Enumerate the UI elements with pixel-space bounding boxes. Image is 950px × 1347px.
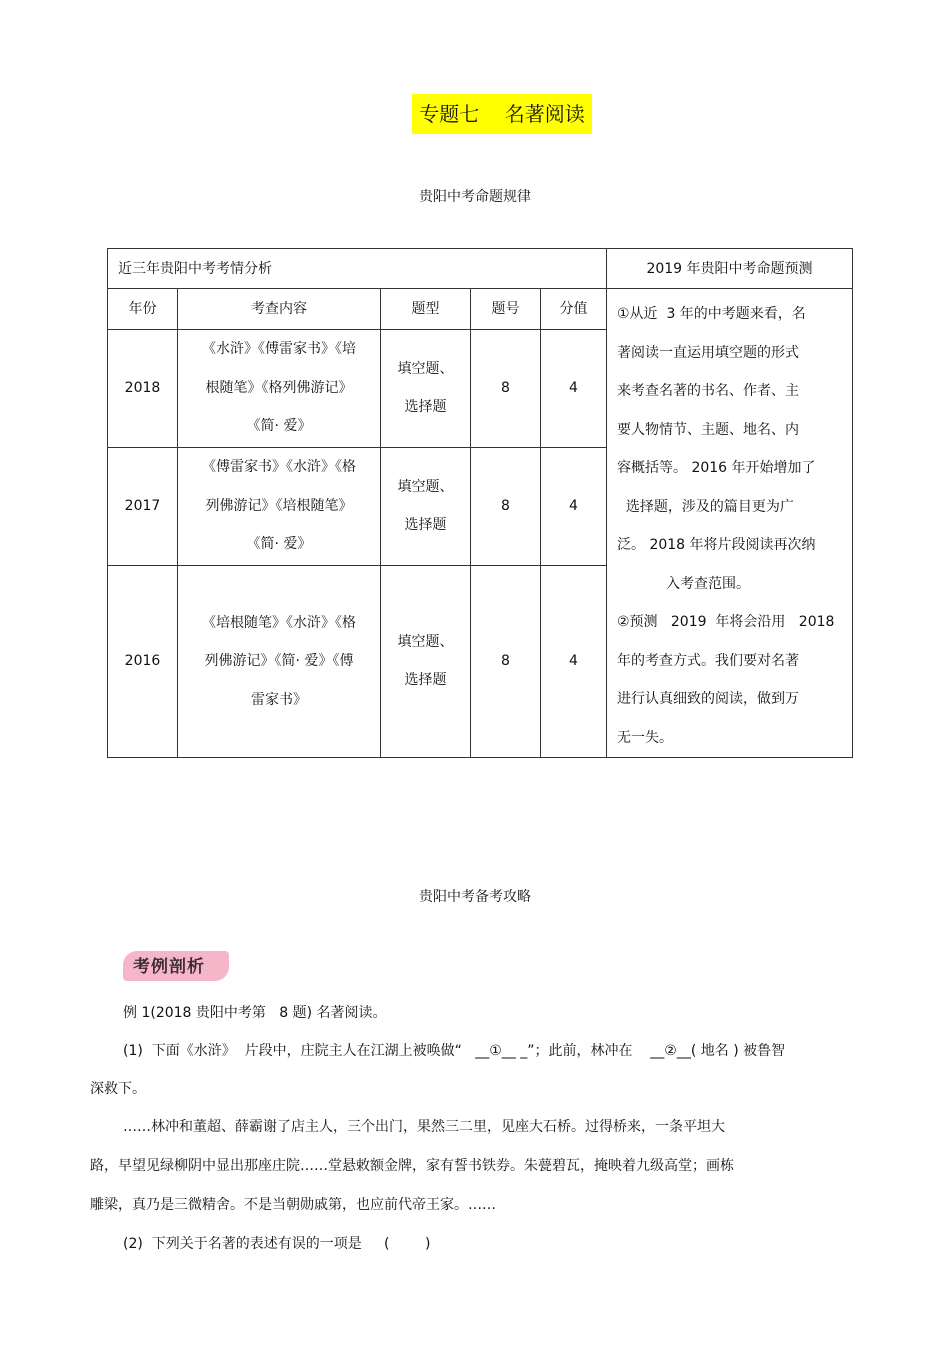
type-line: 填空题、	[397, 634, 454, 651]
prediction-line: 无一失。	[617, 729, 673, 746]
type-line: 选择题	[404, 517, 447, 534]
score-cell: 4	[541, 329, 607, 447]
content-line: 《培根随笔》《水浒》《格	[202, 614, 356, 631]
prediction-line: 容概括等。 2016 年开始增加了	[617, 460, 816, 476]
content-line: 《简· 爱》	[246, 536, 312, 553]
year-cell: 2016	[108, 565, 178, 757]
content-line: 《傅雷家书》《水浒》《格	[202, 459, 356, 476]
year-cell: 2018	[108, 329, 178, 447]
table-header-prediction: 2019 年贵阳中考命题预测	[607, 249, 853, 289]
prediction-line: 选择题，涉及的篇目更为广	[617, 498, 794, 515]
column-header-score: 分值	[541, 289, 607, 330]
column-header-type: 题型	[381, 289, 471, 330]
prediction-line: 入考查范围。	[617, 575, 750, 592]
prediction-line: 进行认真细致的阅读，做到万	[617, 691, 799, 707]
content-cell	[178, 329, 381, 447]
example-intro: 例 1(2018 贵阳中考第 8 题) 名著阅读。	[123, 1005, 387, 1021]
type-cell	[381, 565, 471, 757]
prediction-cell	[607, 289, 853, 758]
content-line: 雷家书》	[251, 691, 307, 708]
passage-line: 雕梁，真乃是三微精舍。不是当朝勋戚第，也应前代帝王家。……	[90, 1197, 496, 1213]
prediction-line: ②预测 2019 年将会沿用 2018	[617, 614, 835, 630]
score-cell: 4	[541, 565, 607, 757]
column-header-number: 题号	[471, 289, 541, 330]
section-heading-exam-pattern: 贵阳中考命题规律	[419, 189, 531, 205]
example-analysis-badge	[123, 951, 229, 981]
type-line: 选择题	[404, 399, 447, 416]
question-2: (2) 下列关于名著的表述有误的一项是 ( )	[123, 1236, 431, 1252]
question-1-line-2: 深救下。	[90, 1081, 146, 1097]
question-1-line-1: (1) 下面《水浒》 片段中，庄院主人在江湖上被唤做“ __①__ _”；此前，林冲在 __②__( 地名 ) 被鲁智	[123, 1043, 786, 1059]
prediction-line: 年的考查方式。我们要对名著	[617, 652, 799, 669]
content-line: 《水浒》《傅雷家书》《培	[202, 341, 356, 358]
prediction-line: 来考查名著的书名、作者、主	[617, 383, 799, 399]
content-line: 根随笔》《格列佛游记》	[205, 379, 353, 396]
prediction-line: 要人物情节、主题、地名、内	[617, 421, 799, 438]
badge-label: 考例剖析	[133, 957, 205, 977]
content-cell	[178, 447, 381, 565]
content-line: 列佛游记》《培根随笔》	[205, 497, 353, 514]
passage-line: 路，早望见绿柳阴中显出那座庄院……堂悬敕额金牌，家有誓书铁券。朱甍碧瓦，掩映着九级高堂；画栋	[90, 1158, 734, 1174]
page-title: 专题七 名著阅读	[412, 94, 592, 134]
prediction-line: 著阅读一直运用填空题的形式	[617, 344, 799, 361]
type-cell	[381, 447, 471, 565]
passage-line: ……林冲和董超、薛霸谢了店主人，三个出门，果然三二里，见座大石桥。过得桥来，一条平坦大	[123, 1119, 725, 1135]
content-line: 列佛游记》《简· 爱》《傅	[204, 653, 354, 669]
score-cell: 4	[541, 447, 607, 565]
content-cell	[178, 565, 381, 757]
type-line: 填空题、	[397, 479, 454, 496]
content-line: 《简· 爱》	[246, 418, 312, 435]
column-header-content: 考查内容	[178, 289, 381, 330]
exam-analysis-table	[107, 248, 853, 758]
type-line: 填空题、	[397, 361, 454, 378]
prediction-line: ①从近 3 年的中考题来看，名	[617, 306, 806, 322]
number-cell: 8	[471, 329, 541, 447]
column-header-year: 年份	[108, 289, 178, 330]
type-line: 选择题	[404, 672, 447, 689]
section-heading-prep-strategy: 贵阳中考备考攻略	[419, 889, 531, 905]
number-cell: 8	[471, 565, 541, 757]
number-cell: 8	[471, 447, 541, 565]
prediction-line: 泛。 2018 年将片段阅读再次纳	[617, 537, 816, 553]
table-header-analysis: 近三年贵阳中考考情分析	[108, 249, 607, 289]
type-cell	[381, 329, 471, 447]
year-cell: 2017	[108, 447, 178, 565]
